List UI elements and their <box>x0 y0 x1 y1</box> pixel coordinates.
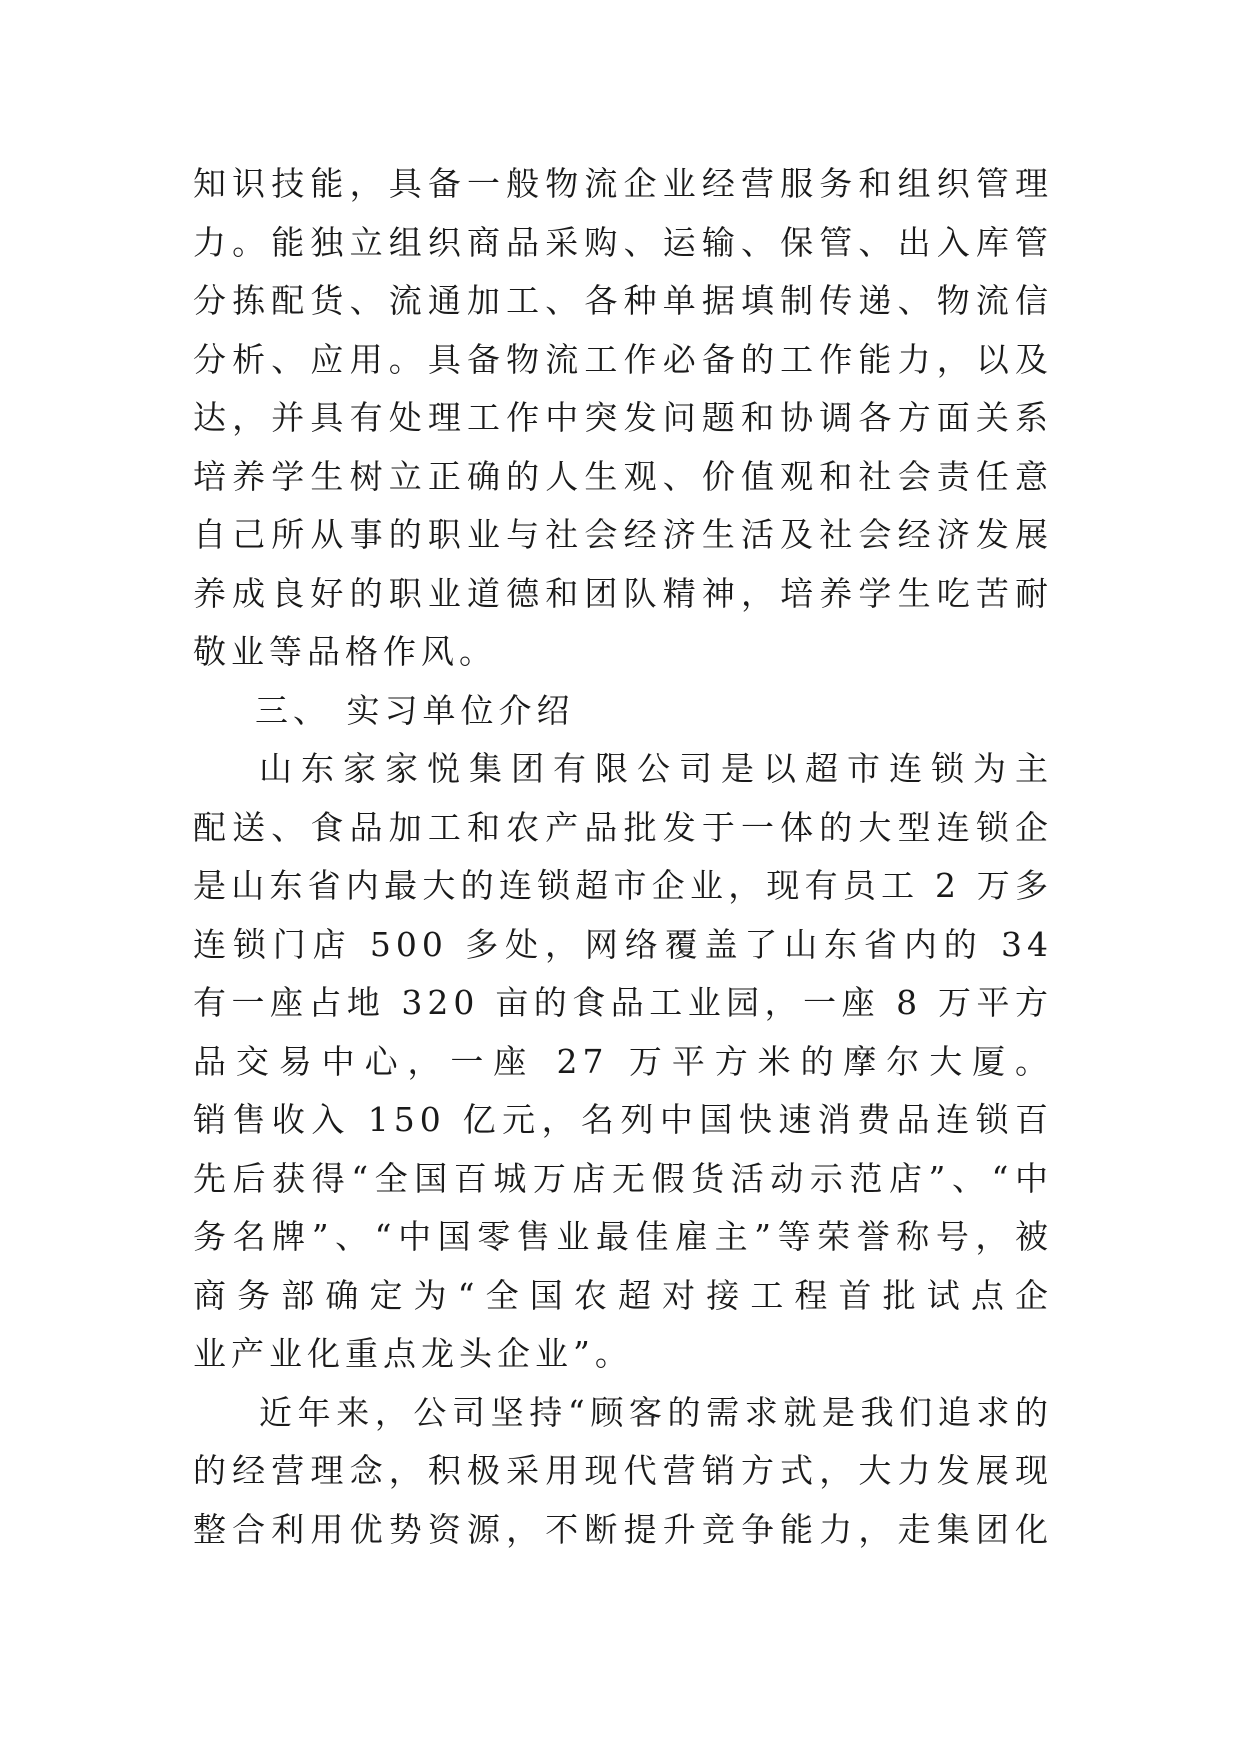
document-body <box>193 155 1053 1559</box>
text-line: 知识技能，具备一般物流企业经营服务和组织管理 <box>193 164 1053 203</box>
text-line: 业产业化重点龙头企业”。 <box>193 1334 633 1373</box>
text-line: 力。能独立组织商品采购、运输、保管、出入库管 <box>193 222 1053 262</box>
text-line: 的经营理念，积极采用现代营销方式，大力发展现 <box>193 1451 1053 1490</box>
text-line: 销售收入 150 亿元，名列中国快速消费品连锁百 <box>193 1100 1053 1139</box>
section-heading: 三、 实习单位介绍 <box>255 690 575 730</box>
text-line: 自己所从事的职业与社会经济生活及社会经济发展 <box>193 515 1053 554</box>
text-line: 培养学生树立正确的人生观、价值观和社会责任意 <box>193 456 1053 496</box>
text-line: 养成良好的职业道德和团队精神，培养学生吃苦耐 <box>193 573 1053 613</box>
text-line: 敬业等品格作风。 <box>193 632 497 671</box>
text-line: 山东家家悦集团有限公司是以超市连锁为主 <box>259 749 1053 788</box>
text-line: 配送、食品加工和农产品批发于一体的大型连锁企 <box>193 807 1053 847</box>
text-line: 有一座占地 320 亩的食品工业园，一座 8 万平方 <box>193 983 1053 1022</box>
text-line: 分拣配货、流通加工、各种单据填制传递、物流信 <box>193 281 1053 320</box>
text-line: 达，并具有处理工作中突发问题和协调各方面关系 <box>193 398 1053 437</box>
text-line: 连锁门店 500 多处，网络覆盖了山东省内的 34 <box>193 924 1053 964</box>
text-line: 商务部确定为“全国农超对接工程首批试点企 <box>193 1275 1053 1315</box>
text-line: 品交易中心，一座 27 万平方米的摩尔大厦。 <box>193 1041 1053 1081</box>
text-line: 整合利用优势资源，不断提升竞争能力，走集团化 <box>193 1509 1053 1549</box>
text-line: 分析、应用。具备物流工作必备的工作能力，以及 <box>193 339 1053 379</box>
text-line: 近年来，公司坚持“顾客的需求就是我们追求的 <box>259 1392 1053 1432</box>
text-line: 先后获得“全国百城万店无假货活动示范店”、“中 <box>193 1158 1053 1198</box>
text-line: 务名牌”、“中国零售业最佳雇主”等荣誉称号，被 <box>193 1217 1053 1256</box>
text-line: 是山东省内最大的连锁超市企业，现有员工 2 万多 <box>193 866 1053 905</box>
